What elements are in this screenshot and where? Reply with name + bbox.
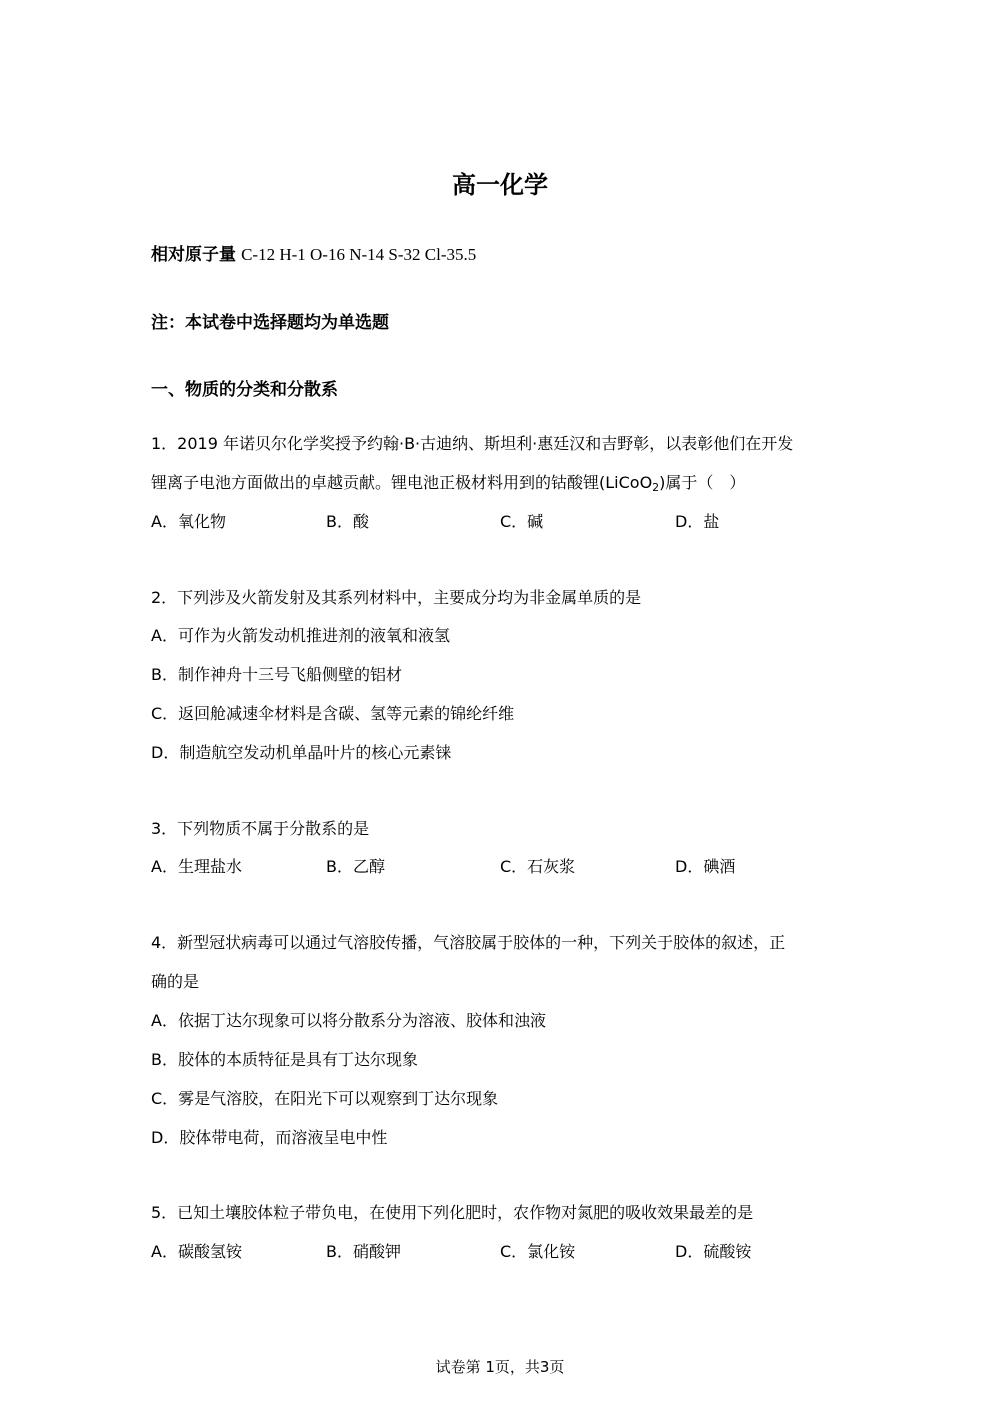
q3-option-d: D．碘酒 — [675, 857, 736, 876]
q2-option-b: B．制作神舟十三号飞船侧壁的铝材 — [151, 665, 402, 684]
section-heading: 一、物质的分类和分散系 — [151, 380, 338, 400]
q1-subscript: 2 — [652, 481, 660, 494]
q1-stem-tail: )属于（ ） — [659, 473, 746, 492]
q2-option-c: C．返回舱减速伞材料是含碳、氢等元素的锦纶纤维 — [151, 704, 515, 723]
q2-stem: 2．下列涉及火箭发射及其系列材料中，主要成分均为非金属单质的是 — [151, 588, 642, 607]
q5-option-a: A．碳酸氢铵 — [151, 1242, 242, 1261]
q3-option-c: C．石灰浆 — [500, 857, 576, 876]
q2-option-a: A．可作为火箭发动机推进剂的液氧和液氢 — [151, 626, 450, 645]
q4-option-b: B．胶体的本质特征是具有丁达尔现象 — [151, 1050, 418, 1069]
atomic-masses-label: 相对原子量 — [151, 245, 236, 265]
atomic-masses-values: C-12 H-1 O-16 N-14 S-32 Cl-35.5 — [241, 245, 477, 264]
q4-option-a: A．依据丁达尔现象可以将分散系分为溶液、胶体和浊液 — [151, 1011, 546, 1030]
q3-option-a: A．生理盐水 — [151, 857, 242, 876]
q4-stem-line1: 4．新型冠状病毒可以通过气溶胶传播，气溶胶属于胶体的一种，下列关于胶体的叙述，正 — [151, 933, 786, 952]
q1-stem-line1: 1．2019 年诺贝尔化学奖授予约翰·B·古迪纳、斯坦利·惠廷汉和吉野彰，以表彰他们在开发 — [151, 434, 794, 453]
q4-stem-line2: 确的是 — [151, 972, 200, 991]
page-title: 高一化学 — [452, 171, 548, 199]
q4-option-d: D．胶体带电荷，而溶液呈电中性 — [151, 1128, 388, 1147]
q1-option-b: B．酸 — [326, 512, 369, 531]
q3-stem: 3．下列物质不属于分散系的是 — [151, 819, 370, 838]
q1-option-a: A．氧化物 — [151, 512, 226, 531]
q1-stem-line2 — [151, 472, 745, 499]
q5-option-d: D．硫酸铵 — [675, 1242, 752, 1261]
q1-option-d: D．盐 — [675, 512, 720, 531]
q2-option-d: D．制造航空发动机单晶叶片的核心元素铼 — [151, 743, 452, 762]
q1-stem-text: 锂离子电池方面做出的卓越贡献。锂电池正极材料用到的钴酸锂(LiCoO — [151, 473, 653, 492]
page-footer: 试卷第 1页，共3页 — [435, 1358, 565, 1376]
q1-option-c: C．碱 — [500, 512, 544, 531]
q5-stem: 5．已知土壤胶体粒子带负电，在使用下列化肥时，农作物对氮肥的吸收效果最差的是 — [151, 1203, 754, 1222]
atomic-masses — [151, 244, 476, 266]
q5-option-b: B．硝酸钾 — [326, 1242, 401, 1261]
q3-option-b: B．乙醇 — [326, 857, 385, 876]
note: 注：本试卷中选择题均为单选题 — [151, 313, 389, 333]
q4-option-c: C．雾是气溶胶，在阳光下可以观察到丁达尔现象 — [151, 1089, 499, 1108]
q5-option-c: C．氯化铵 — [500, 1242, 576, 1261]
